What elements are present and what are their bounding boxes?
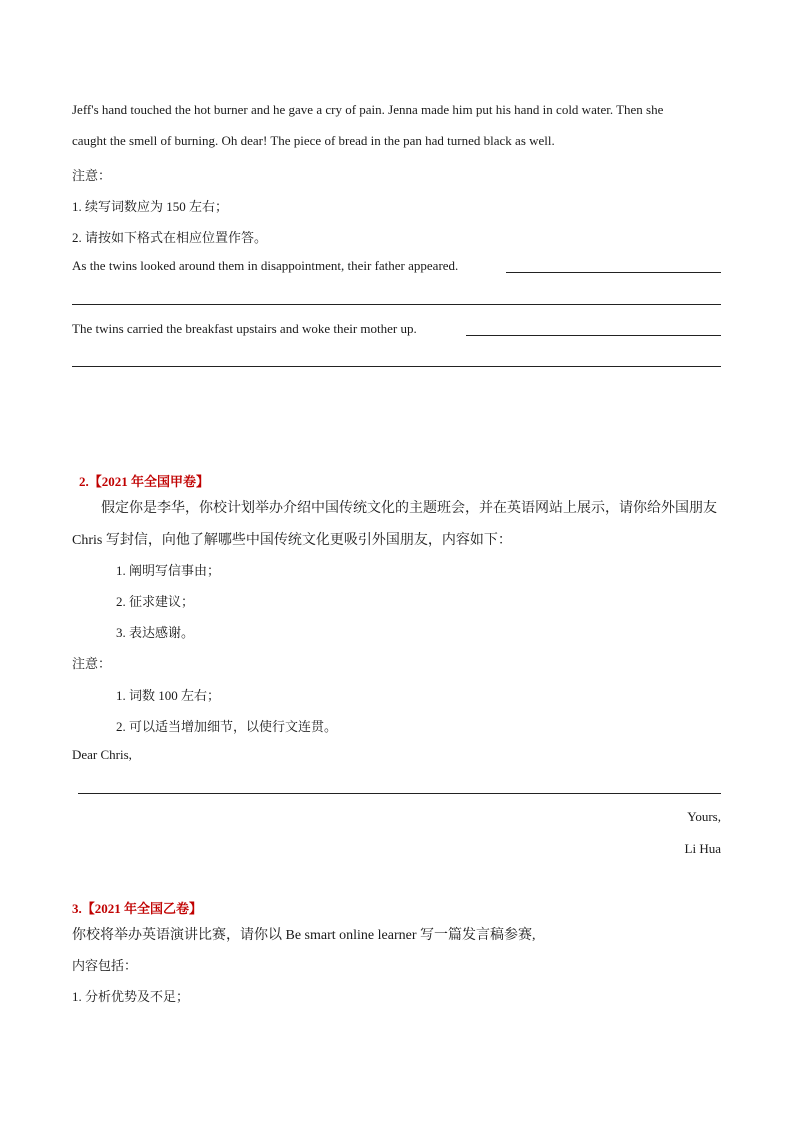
continuation-prompt-2: The twins carried the breakfast upstairs and woke their mother up. <box>72 321 417 336</box>
question-number: 2. <box>79 474 89 489</box>
answer-line[interactable] <box>72 366 721 367</box>
task-description-line-2: Chris 写封信，向他了解哪些中国传统文化更吸引外国朋友，内容如下： <box>72 533 512 548</box>
note-item: 1. 词数 100 左右； <box>116 688 221 703</box>
task-description-line-1: 假定你是李华，你校计划举办介绍中国传统文化的主题班会，并在英语网站上展示，请你给外国朋友 <box>101 501 717 516</box>
letter-salutation: Dear Chris, <box>72 747 132 762</box>
answer-line[interactable] <box>72 304 721 305</box>
content-item: 1. 阐明写信事由； <box>116 563 221 578</box>
note-word-count: 1. 续写词数应为 150 左右； <box>72 199 229 214</box>
question-number: 3. <box>72 901 82 916</box>
task-description-line-1: 你校将举办英语演讲比赛，请你以 Be smart online learner 写一篇发言稿参赛, <box>72 928 536 943</box>
notes-label: 注意： <box>72 656 112 671</box>
content-item: 3. 表达感谢。 <box>116 625 195 640</box>
answer-line[interactable] <box>78 793 721 794</box>
content-item: 1. 分析优势及不足； <box>72 989 190 1004</box>
story-paragraph-line-1: Jeff's hand touched the hot burner and he gave a cry of pain. Jenna made him put his hand in cold water. Then she <box>72 102 664 117</box>
question-source: 【2021 年全国乙卷】 <box>81 901 203 916</box>
notes-label: 注意： <box>72 168 112 183</box>
question-2-heading <box>79 471 209 490</box>
letter-signature: Li Hua <box>684 841 721 856</box>
content-label: 内容包括： <box>72 958 138 973</box>
question-3-heading <box>72 898 202 917</box>
note-item: 2. 可以适当增加细节，以使行文连贯。 <box>116 719 338 734</box>
letter-closing: Yours, <box>687 809 721 824</box>
question-source: 【2021 年全国甲卷】 <box>88 474 210 489</box>
story-paragraph-line-2: caught the smell of burning. Oh dear! The piece of bread in the pan had turned black as well. <box>72 133 555 148</box>
answer-line[interactable] <box>466 335 721 336</box>
content-item: 2. 征求建议； <box>116 594 195 609</box>
answer-line[interactable] <box>506 272 721 273</box>
note-format: 2. 请按如下格式在相应位置作答。 <box>72 230 268 245</box>
continuation-prompt-1: As the twins looked around them in disappointment, their father appeared. <box>72 258 459 273</box>
